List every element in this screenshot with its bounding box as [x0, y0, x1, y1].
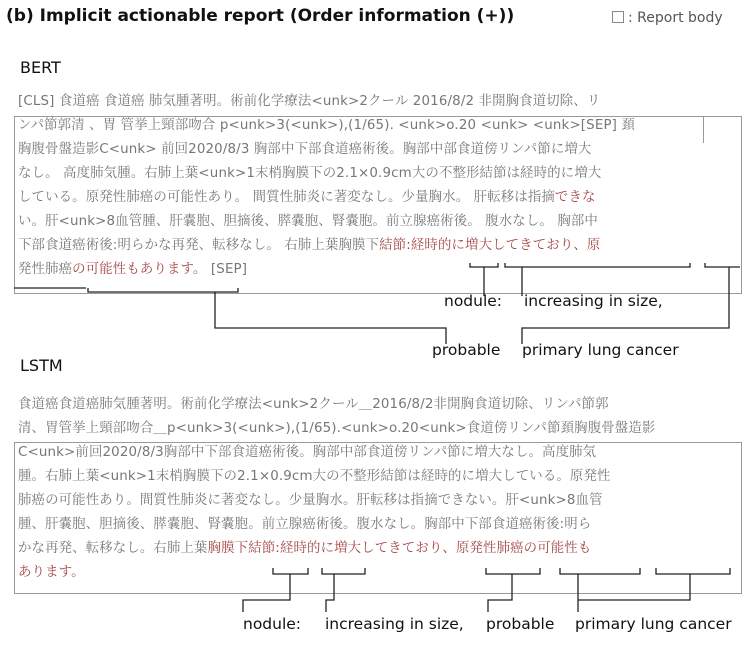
lstm-bracket-probable [486, 568, 540, 574]
bert-text: [SEP] [206, 262, 248, 277]
lstm-highlight: 胸膜下結節:経時的に増大してきており、原発性肺癌の可能性も [207, 541, 592, 556]
bert-connector-primary [522, 267, 729, 344]
bert-label-nodule: nodule: [444, 292, 503, 310]
bert-highlight: ており、原 [532, 238, 601, 253]
bert-highlight: の可能性もあります。 [72, 262, 207, 277]
lstm-text: 頚胸腹骨盤造影 [560, 421, 656, 436]
bert-highlight: できな [554, 190, 596, 205]
bert-bracket-increasing [505, 263, 690, 267]
lstm-label-increasing: increasing in size, [325, 615, 464, 633]
bert-bracket-primary [705, 263, 740, 267]
lstm-line-5: 肺癌の可能性あり。間質性肺炎に著変なし。少量胸水。肝転移は指摘できない。肝<unk>8血管 [18, 493, 603, 508]
bert-line-6: い。肝<unk>8血管腫、肝嚢胞、胆摘後、膵嚢胞、腎嚢胞。前立腺癌術後。 腹水なし。 胸部中 [18, 214, 598, 229]
bert-bracket-nodule [470, 263, 498, 267]
bert-connector-probable [215, 292, 446, 344]
bert-text: 発性肺癌 [18, 262, 73, 277]
bert-text: 下部食道癌術後:明らかな再発、転移なし。 右肺上葉胸膜下 [18, 238, 380, 253]
lstm-connector-possibility [578, 574, 690, 600]
lstm-connector-increasing [326, 574, 334, 612]
lstm-line-4: 腫。右肺上葉<unk>1末梢胸膜下の2.1×0.9cm大の不整形結節は経時的に増大している。原発性 [18, 469, 611, 484]
bert-label-primary: primary lung cancer [522, 341, 679, 359]
lstm-line-1: 食道癌食道癌肺気腫著明。術前化学療法<unk>2クール＿2016/8/2非開胸食道切除、リンパ節郭 [18, 397, 609, 412]
lstm-bracket-primary [560, 568, 640, 574]
bert-line-1: [CLS] 食道癌 食道癌 肺気腫著明。術前化学療法<unk>2クール 2016/8/2 非開胸食道切除、リ [18, 94, 601, 109]
lstm-connector-nodule [243, 574, 290, 612]
lstm-label-primary: primary lung cancer [575, 615, 732, 633]
bert-bracket-probable [88, 288, 238, 292]
bert-line-3: 胸腹骨盤造影C<unk> 前回2020/8/3 胸部中下部食道癌術後。胸部中部食道傍リンパ節に増大 [18, 142, 592, 157]
bert-label-probable: probable [432, 341, 501, 359]
lstm-heading: LSTM [20, 356, 63, 375]
lstm-bracket-possibility [656, 568, 730, 574]
lstm-line-3: C<unk>前回2020/8/3胸部中下部食道癌術後。胸部中部食道傍リンパ節に増大なし。高度肺気 [18, 445, 597, 460]
bert-label-increasing: increasing in size, [524, 292, 663, 310]
lstm-text: かな再発、転移なし。右肺上葉 [18, 541, 208, 556]
bert-heading: BERT [20, 58, 61, 77]
lstm-line-6: 腫、肝嚢胞、胆摘後、膵嚢胞、腎嚢胞。前立腺癌術後。腹水なし。胸部中下部食道癌術後:明ら [18, 517, 592, 532]
lstm-bracket-increasing [322, 568, 365, 574]
lstm-label-probable: probable [486, 615, 555, 633]
bert-highlight: 結節:経時的に増大してき [379, 238, 533, 253]
lstm-text: 清、胃管挙上頸部吻合＿p<unk>3(<unk>),(1/65).<unk>o.20<unk>食道傍リンパ節 [18, 421, 561, 436]
legend-label: : Report body [628, 10, 723, 26]
figure-title: (b) Implicit actionable report (Order information (+)) [6, 6, 515, 26]
lstm-highlight: あります。 [18, 565, 85, 580]
lstm-label-nodule: nodule: [243, 615, 302, 633]
bert-line-4: なし。 高度肺気腫。右肺上葉<unk>1末梢胸膜下の2.1×0.9cm大の不整形結節は経時的に増大 [18, 166, 602, 181]
bert-text: 頚 [621, 118, 636, 133]
bert-text: ンパ節郭清 、胃 管挙上頸部吻合 p<unk>3(<unk>),(1/65). <unk>o.20 <unk> <unk>[SEP] [18, 118, 618, 133]
bert-text: している。原発性肺癌の可能性あり。 間質性肺炎に著変なし。少量胸水。 肝転移は指摘 [18, 190, 555, 205]
lstm-bracket-nodule [273, 568, 308, 574]
lstm-connector-probable [488, 574, 512, 612]
